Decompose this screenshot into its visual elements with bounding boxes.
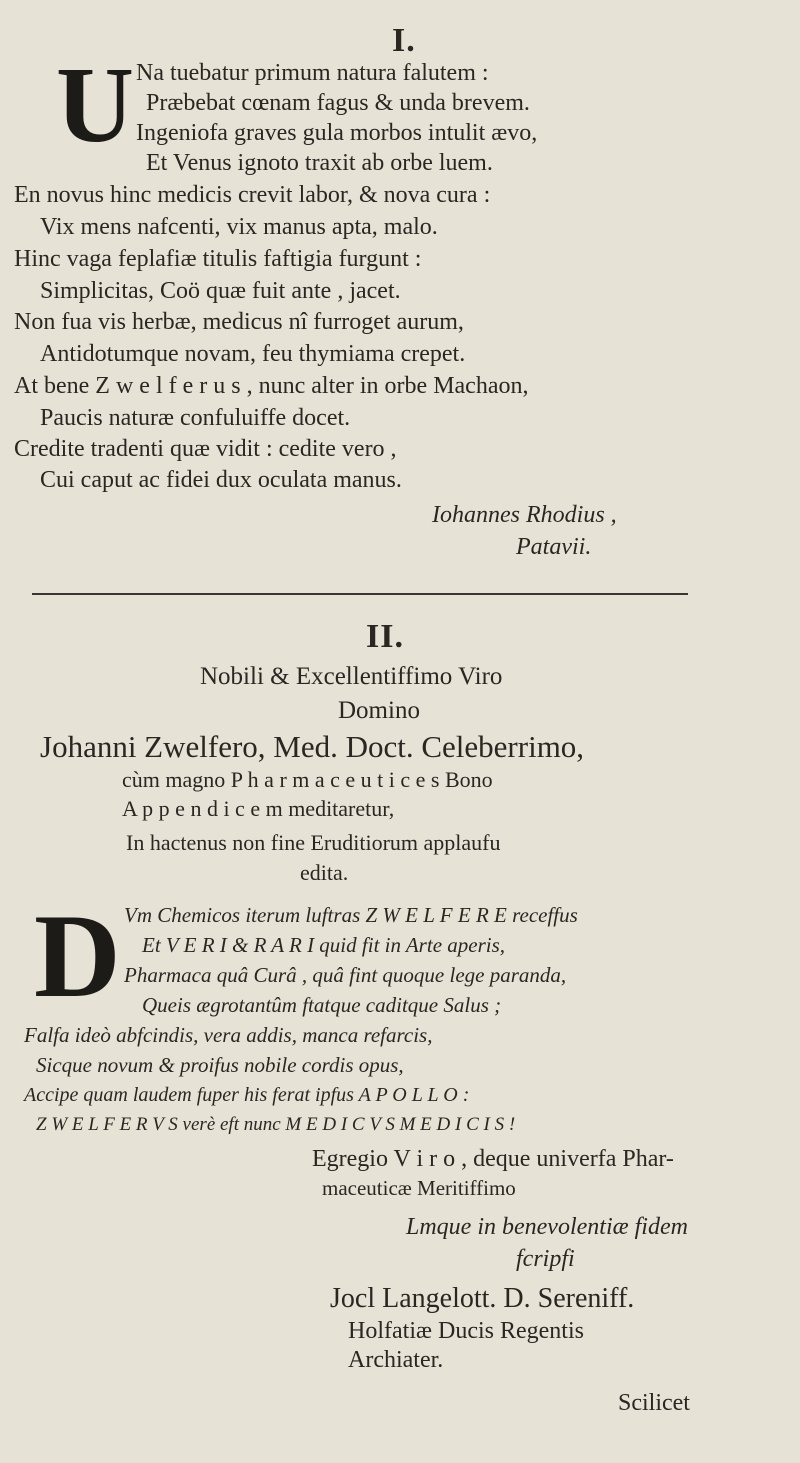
poem-line: Queis ægrotantûm ftatque caditque Salus ;	[142, 993, 502, 1017]
dedication-heading: Domino	[338, 697, 420, 724]
poem-line: Ingeniofa graves gula morbos intulit ævo,	[136, 120, 538, 146]
closing-line: fcripfi	[516, 1246, 575, 1272]
dedication-heading: Nobili & Excellentiffimo Viro	[200, 663, 503, 690]
dedicatee-name: Johanni Zwelfero, Med. Doct. Celeberrimo,	[40, 729, 585, 764]
poem-line: Antidotumque novam, feu thymiama crepet.	[40, 341, 466, 367]
poem-line: Cui caput ac fidei dux oculata manus.	[40, 467, 402, 493]
poem-line: Præbebat cœnam fagus & unda brevem.	[146, 90, 530, 116]
section-divider	[32, 593, 688, 595]
poem-line: Z W E L F E R V S verè eft nunc M E D I C V S M E D I C I S !	[36, 1114, 516, 1135]
dedication-line: Egregio V i r o , deque univerfa Phar-	[312, 1146, 674, 1172]
author-title: Holfatiæ Ducis Regentis	[348, 1318, 584, 1344]
signature-name: Iohannes Rhodius ,	[432, 502, 617, 528]
section-number-1: I.	[392, 22, 416, 59]
signature-place: Patavii.	[516, 534, 592, 560]
poem-line: Falfa ideò abfcindis, vera addis, manca refarcis,	[24, 1023, 433, 1047]
dedication-line: maceuticæ Meritiffimo	[322, 1176, 516, 1200]
dedication-line: A p p e n d i c e m meditaretur,	[122, 796, 395, 821]
poem-line: Accipe quam laudem fuper his ferat ipfus A P O L L O :	[24, 1084, 470, 1106]
poem-line: Non fua vis herbæ, medicus nî furroget aurum,	[14, 309, 464, 335]
poem-line: Simplicitas, Coö quæ fuit ante , jacet.	[40, 278, 401, 304]
author-role: Archiater.	[348, 1347, 444, 1373]
author-name: Jocl Langelott. D. Sereniff.	[330, 1283, 635, 1314]
poem-line: Et Venus ignoto traxit ab orbe luem.	[146, 150, 493, 176]
closing-line: Lmque in benevolentiæ fidem	[406, 1214, 688, 1240]
section-number-2: II.	[366, 618, 404, 655]
poem-line: Vix mens nafcenti, vix manus apta, malo.	[40, 214, 438, 240]
dedication-line: cùm magno P h a r m a c e u t i c e s Bono	[122, 767, 493, 792]
drop-cap-d: D	[34, 889, 121, 1022]
poem-line: Paucis naturæ confuluiffe docet.	[40, 405, 351, 431]
catchword: Scilicet	[618, 1390, 690, 1416]
poem-line: Credite tradenti quæ vidit : cedite vero ,	[14, 436, 397, 462]
poem-line: Pharmaca quâ Curâ , quâ fint quoque lege paranda,	[124, 963, 567, 987]
poem-line: Na tuebatur primum natura falutem :	[136, 60, 489, 86]
poem-line: Et V E R I & R A R I quid fit in Arte aperis,	[142, 933, 506, 957]
poem-line: En novus hinc medicis crevit labor, & nova cura :	[14, 182, 491, 208]
poem-line: At bene Z w e l f e r u s , nunc alter in orbe Machaon,	[14, 373, 529, 399]
poem-line: Hinc vaga feplafiæ titulis faftigia furgunt :	[14, 246, 422, 272]
poem-line: Sicque novum & proifus nobile cordis opus,	[36, 1053, 404, 1077]
drop-cap-u: U	[56, 46, 134, 165]
poem-line: Vm Chemicos iterum luftras Z W E L F E R E receffus	[124, 903, 578, 927]
dedication-line: In hactenus non fine Eruditiorum applaufu	[126, 830, 501, 855]
dedication-line: edita.	[300, 860, 349, 885]
